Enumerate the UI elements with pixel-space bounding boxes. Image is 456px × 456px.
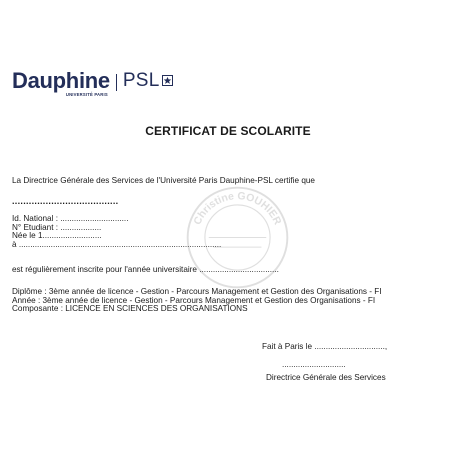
birth-date-line: Née le 1..........................	[12, 231, 102, 241]
program-block	[12, 288, 382, 314]
id-national-line: Id. National : ..............................	[12, 214, 129, 223]
psl-star-icon	[162, 75, 173, 86]
birth-place-line: à .........................................................................................	[12, 239, 222, 249]
document-title: CERTIFICAT DE SCOLARITE	[145, 124, 311, 138]
logo-subtitle: UNIVERSITÉ PARIS	[65, 92, 108, 97]
signatory-title: Directrice Générale des Services	[266, 373, 386, 382]
stamp-text: Christine GOUHIER	[191, 189, 284, 227]
logo-wordmark: Dauphine	[12, 68, 110, 93]
student-number-line: N° Etudiant : ..................	[12, 222, 102, 232]
dauphine-psl-logo	[12, 70, 173, 97]
department-line: Composante : LICENCE EN SCIENCES DES ORGANISATIONS	[12, 304, 248, 314]
year-line: Année : 3ème année de licence - Gestion - Parcours Management et Gestion des Organisations - FI	[12, 295, 376, 305]
student-identity-block	[12, 215, 221, 249]
place-date-line: Fait à Paris le ...............................,	[262, 342, 388, 351]
logo-separator	[116, 74, 117, 91]
student-name-placeholder: ......................................	[12, 196, 119, 206]
logo-psl: PSL	[122, 70, 160, 91]
diploma-line: Diplôme : 3ème année de licence - Gestion - Parcours Management et Gestion des Organisations - FI	[12, 287, 382, 296]
signature-placeholder: ............................	[282, 360, 346, 369]
enrollment-line: est régulièrement inscrite pour l'année universitaire ...................................	[12, 265, 279, 274]
intro-text: La Directrice Générale des Services de l'Université Paris Dauphine-PSL certifie que	[12, 176, 315, 185]
